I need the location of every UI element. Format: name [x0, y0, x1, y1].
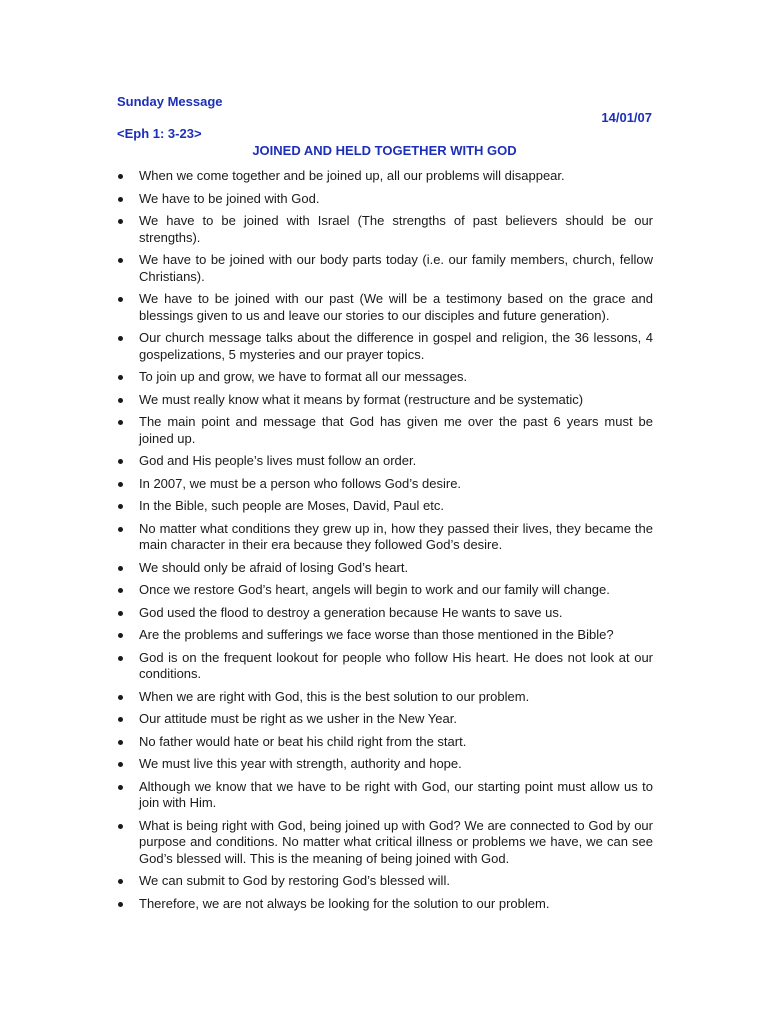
list-item [117, 498, 653, 515]
list-item [117, 627, 653, 644]
list-item [117, 168, 653, 185]
bullet-icon [118, 902, 123, 907]
bullet-icon [118, 420, 123, 425]
list-item-text: God used the flood to destroy a generation because He wants to save us. [139, 604, 563, 620]
list-item [117, 818, 653, 868]
list-item [117, 414, 653, 447]
bullet-icon [118, 375, 123, 380]
bullet-icon [118, 824, 123, 829]
bullet-icon [118, 197, 123, 202]
list-item-text: No father would hate or beat his child right from the start. [139, 733, 467, 749]
list-item-text: We have to be joined with our body parts today (i.e. our family members, church, fellow Christians). [139, 252, 653, 284]
list-item [117, 605, 653, 622]
list-item [117, 896, 653, 913]
bullet-icon [118, 656, 123, 661]
list-item-text: In 2007, we must be a person who follows God’s desire. [139, 475, 462, 491]
list-item-text: What is being right with God, being joined up with God? We are connected to God by our purpose and conditions. No matter what critical illness or problems we have, we can see God’s blessed will. This is the meaning of being joined with God. [139, 817, 653, 866]
bullet-icon [118, 297, 123, 302]
list-item [117, 191, 653, 208]
message-label: Sunday Message [117, 94, 223, 109]
list-item [117, 369, 653, 386]
message-title: JOINED AND HELD TOGETHER WITH GOD [252, 143, 517, 158]
bullet-icon [118, 695, 123, 700]
list-item [117, 873, 653, 890]
bullet-icon [118, 740, 123, 745]
bullet-icon [118, 785, 123, 790]
bullet-icon [118, 879, 123, 884]
bullet-icon [118, 762, 123, 767]
bullet-icon [118, 482, 123, 487]
list-item [117, 392, 653, 409]
bullet-icon [118, 527, 123, 532]
list-item [117, 734, 653, 751]
list-item-text: In the Bible, such people are Moses, David, Paul etc. [139, 498, 444, 513]
bullet-icon [118, 459, 123, 464]
bullet-icon [118, 336, 123, 341]
list-item-text: Therefore, we are not always be looking for the solution to our problem. [139, 895, 550, 911]
list-item-text: We have to be joined with our past (We will be a testimony based on the grace and blessings given to us and leave our stories to our disciples and future generation). [139, 291, 653, 323]
list-item-text: When we are right with God, this is the best solution to our problem. [139, 688, 530, 704]
scripture-reference: <Eph 1: 3-23> [117, 126, 202, 141]
message-date: 14/01/07 [601, 110, 652, 125]
list-item-text: Are the problems and sufferings we face worse than those mentioned in the Bible? [139, 627, 614, 642]
bullet-icon [118, 717, 123, 722]
list-item-text: Once we restore God’s heart, angels will begin to work and our family will change. [139, 582, 610, 597]
list-item [117, 689, 653, 706]
list-item-text: We must really know what it means by format (restructure and be systematic) [139, 391, 584, 407]
list-item-text: No matter what conditions they grew up in, how they passed their lives, they became the main character in their era because they followed God’s desire. [139, 520, 653, 552]
bullet-icon [118, 258, 123, 263]
list-item-text: To join up and grow, we have to format all our messages. [139, 369, 468, 384]
bullet-list [117, 168, 653, 918]
list-item [117, 582, 653, 599]
bullet-icon [118, 588, 123, 593]
bullet-icon [118, 633, 123, 638]
bullet-icon [118, 566, 123, 571]
list-item-text: We have to be joined with Israel (The strengths of past believers should be our strengths). [139, 213, 653, 245]
list-item-text: We should only be afraid of losing God’s heart. [139, 559, 409, 575]
list-item-text: God is on the frequent lookout for people who follow His heart. He does not look at our conditions. [139, 649, 653, 681]
list-item-text: God and His people’s lives must follow an order. [139, 453, 417, 468]
list-item [117, 453, 653, 470]
list-item-text: We have to be joined with God. [139, 190, 320, 206]
list-item-text: The main point and message that God has given me over the past 6 years must be joined up. [139, 414, 653, 446]
list-item-text: Our attitude must be right as we usher in the New Year. [139, 711, 457, 726]
list-item [117, 213, 653, 246]
bullet-icon [118, 174, 123, 179]
list-item-text: We can submit to God by restoring God’s blessed will. [139, 873, 450, 888]
bullet-icon [118, 504, 123, 509]
list-item [117, 252, 653, 285]
list-item [117, 756, 653, 773]
list-item [117, 779, 653, 812]
list-item [117, 560, 653, 577]
list-item-text: Although we know that we have to be right with God, our starting point must allow us to join with Him. [139, 778, 653, 810]
list-item-text: When we come together and be joined up, all our problems will disappear. [139, 168, 565, 183]
list-item-text: Our church message talks about the difference in gospel and religion, the 36 lessons, 4 gospelizations, 5 mysteries and our prayer topics. [139, 330, 653, 362]
list-item [117, 330, 653, 363]
bullet-icon [118, 398, 123, 403]
list-item [117, 711, 653, 728]
list-item [117, 476, 653, 493]
list-item-text: We must live this year with strength, authority and hope. [139, 756, 462, 771]
list-item [117, 291, 653, 324]
bullet-icon [118, 611, 123, 616]
bullet-icon [118, 219, 123, 224]
list-item [117, 650, 653, 683]
list-item [117, 521, 653, 554]
